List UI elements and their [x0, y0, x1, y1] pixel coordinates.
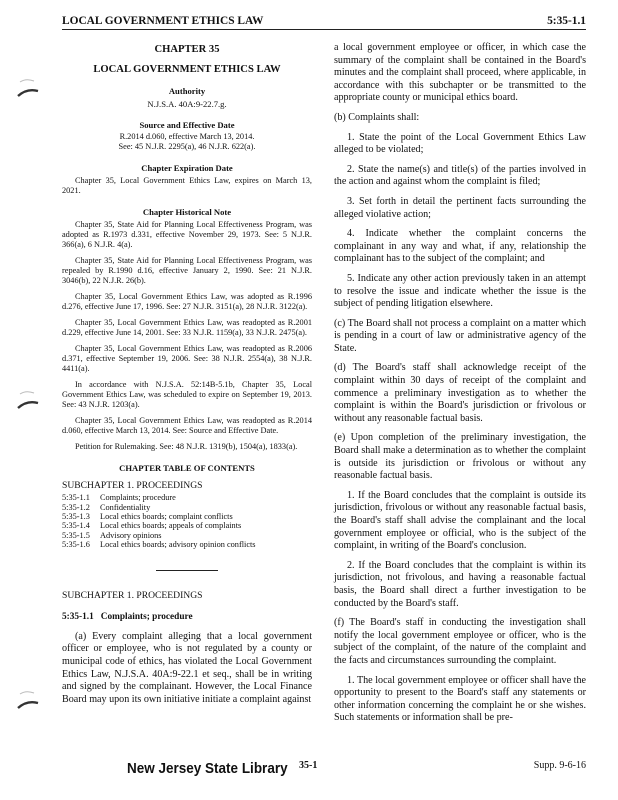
toc-entry-title: Complaints; procedure — [100, 493, 176, 503]
history-heading: Chapter Historical Note — [142, 206, 232, 217]
supplement-date: Supp. 9-6-16 — [533, 760, 586, 771]
history-note: Chapter 35, Local Government Ethics Law, was readopted as R.2014 d.060, effective March 13, 2014. See: Source and Effective Date. — [62, 416, 312, 436]
paragraph-b-item: 3. Set forth in detail the pertinent facts surrounding the alleged violative action; — [334, 195, 586, 220]
history-note: In accordance with N.J.S.A. 52:14B-5.1b, Chapter 35, Local Government Ethics Law, was scheduled to expire on September 19, 2013. See: 43 N.J.R. 1203(a). — [62, 380, 312, 410]
history-note: Petition for Rulemaking. See: 48 N.J.R. 1319(b), 1504(a), 1833(a). — [75, 442, 298, 452]
history-note: Chapter 35, Local Government Ethics Law, was readopted as R.2006 d.371, effective September 19, 2006. See: 38 N.J.R. 2554(a), 38 N.J.R. 4411(a). — [62, 344, 312, 374]
header-page-ref: 5:35-1.1 — [547, 15, 586, 27]
toc-entry-number: 5:35-1.2 — [62, 502, 90, 512]
punch-hole-mark — [14, 388, 40, 414]
toc-subchapter: SUBCHAPTER 1. PROCEEDINGS — [62, 479, 203, 491]
toc-entry[interactable] — [62, 503, 312, 512]
page-footer — [0, 752, 618, 792]
toc-entry[interactable] — [62, 531, 312, 540]
toc-entry[interactable] — [62, 512, 312, 521]
toc-entry-number: 5:35-1.4 — [62, 521, 90, 531]
section-title: Complaints; procedure — [100, 612, 193, 623]
section-heading — [62, 612, 312, 624]
paragraph-f1: 1. The local government employee or officer shall have the opportunity to present to the Board's staff any statements or other information concerning the complaint he or she wishes. Such statements or information shall be pre- — [334, 674, 586, 724]
header-title: LOCAL GOVERNMENT ETHICS LAW — [62, 15, 264, 27]
toc-table — [62, 493, 312, 549]
authority-text: N.J.S.A. 40A:9-22.7.g. — [147, 98, 227, 109]
paragraph-e: (e) Upon completion of the preliminary investigation, the Board shall make a determination as to whether the complaint is outside its jurisdiction or frivolous or without any reasonable factual basis. — [334, 432, 586, 482]
source-heading: Source and Effective Date — [139, 120, 235, 130]
history-note: Chapter 35, State Aid for Planning Local Effectiveness Program, was adopted as R.1973 d.331, effective November 29, 1973. See: 5 N.J.R. 366(a), 6 N.J.R. 4(a). — [62, 220, 312, 250]
toc-entry-title: Local ethics boards; advisory opinion conflicts — [100, 540, 256, 550]
paragraph-b-intro: (b) Complaints shall: — [334, 111, 420, 123]
authority-heading: Authority — [168, 86, 206, 97]
paragraph-f: (f) The Board's staff in conducting the investigation shall notify the local government employee or officer, who is the subject of the complaint, of the nature of the complaint and the facts and circumstances surrounding the complaint. — [334, 617, 586, 666]
paragraph-c: (c) The Board shall not process a complaint on a matter which is pending in a court of law or administrative agency of the State. — [334, 317, 586, 354]
punch-hole-mark — [14, 76, 40, 102]
toc-entry[interactable] — [62, 521, 312, 530]
expiration-heading: Chapter Expiration Date — [141, 163, 233, 174]
left-column — [62, 42, 312, 706]
source-line: R.2014 d.060, effective March 13, 2014. — [119, 132, 255, 142]
toc-entry-number: 5:35-1.5 — [62, 530, 90, 540]
paragraph-b-item: 1. State the point of the Local Government Ethics Law alleged to be violated; — [334, 131, 586, 156]
paragraph-d: (d) The Board's staff shall acknowledge receipt of the complaint within 30 days of receipt of the complaint and commence a preliminary investigation as to whether the complaint is within the Board's jurisdiction or frivolous or without any reasonable factual basis. — [334, 362, 586, 424]
paragraph-e2: 2. If the Board concludes that the complaint is within its jurisdiction, not frivolous, and having a reasonable factual basis, the Board shall direct a further investigation to be conducted by the Board's staff. — [334, 559, 586, 609]
source-line: See: 45 N.J.R. 2295(a), 46 N.J.R. 622(a). — [118, 142, 256, 152]
toc-entry-number: 5:35-1.6 — [62, 540, 90, 550]
toc-entry-number: 5:35-1.1 — [62, 493, 90, 503]
toc-heading: CHAPTER TABLE OF CONTENTS — [119, 463, 255, 474]
page-number: 35-1 — [299, 760, 318, 771]
history-note: Chapter 35, State Aid for Planning Local Effectiveness Program, was repealed by R.1990 d.16, effective January 2, 1990. See: 21 N.J.R. 3046(b), 22 N.J.R. 26(b). — [62, 256, 312, 286]
history-note: Chapter 35, Local Government Ethics Law, was adopted as R.1996 d.276, effective June 17, 1996. See: 27 N.J.R. 3151(a), 28 N.J.R. 3122(a). — [62, 292, 312, 312]
paragraph-b-item: 4. Indicate whether the complaint concerns the complainant in any way and what, if any, relationship the complainant has to the subject of the complaint; and — [334, 228, 586, 265]
subchapter-heading: SUBCHAPTER 1. PROCEEDINGS — [62, 589, 203, 601]
chapter-title: LOCAL GOVERNMENT ETHICS LAW — [93, 63, 281, 75]
paragraph-a-continued: a local government employee or officer, in which case the summary of the complaint shall be contained in the Board's minutes and the complaint shall proceed, where applicable, in accordance with this subchapter or be transmitted to the appropriate county or municipal ethics board. — [334, 42, 586, 104]
toc-entry-number: 5:35-1.3 — [62, 512, 90, 522]
right-column — [334, 42, 586, 725]
library-watermark: New Jersey State Library — [127, 760, 288, 777]
section-number: 5:35-1.1 — [62, 612, 94, 623]
toc-entry-title: Local ethics boards; appeals of complaints — [100, 521, 242, 531]
running-header — [62, 12, 586, 30]
punch-hole-mark — [14, 688, 40, 714]
paragraph-e1: 1. If the Board concludes that the complaint is outside its jurisdiction, frivolous or without any reasonable factual basis, the Board's staff shall advise the complainant and the local government employee or official, who is the subject of the complaint, in writing of the Board's conclusion. — [334, 489, 586, 552]
paragraph-b-item: 5. Indicate any other action previously taken in an attempt to resolve the issue and indicate whether the issue is the subject of pending litigation elsewhere. — [334, 272, 586, 310]
expiration-text: Chapter 35, Local Government Ethics Law, expires on March 13, 2021. — [62, 175, 312, 195]
toc-entry-title: Confidentiality — [100, 502, 151, 512]
toc-entry[interactable] — [62, 493, 312, 502]
paragraph-b-item: 2. State the name(s) and title(s) of the parties involved in the action and against whom the complaint is filed; — [334, 163, 586, 188]
toc-entry[interactable] — [62, 540, 312, 549]
history-note: Chapter 35, Local Government Ethics Law, was readopted as R.2001 d.229, effective June 14, 2001. See: 33 N.J.R. 1159(a), 33 N.J.R. 2475(a). — [62, 318, 312, 338]
toc-entry-title: Advisory opinions — [100, 530, 162, 540]
chapter-number: CHAPTER 35 — [154, 44, 220, 55]
toc-entry-title: Local ethics boards; complaint conflicts — [100, 512, 233, 522]
section-divider — [156, 570, 218, 571]
paragraph-a: (a) Every complaint alleging that a local government officer or employee, who is not regulated by a county or municipal code of ethics, has violated the Local Government Ethics Law, N.J.S.A. 40A:9-22.1 et seq., shall be in writing and signed by the complainant. However, the Local Finance Board may upon its own initiative initiate a complaint against — [62, 630, 312, 705]
